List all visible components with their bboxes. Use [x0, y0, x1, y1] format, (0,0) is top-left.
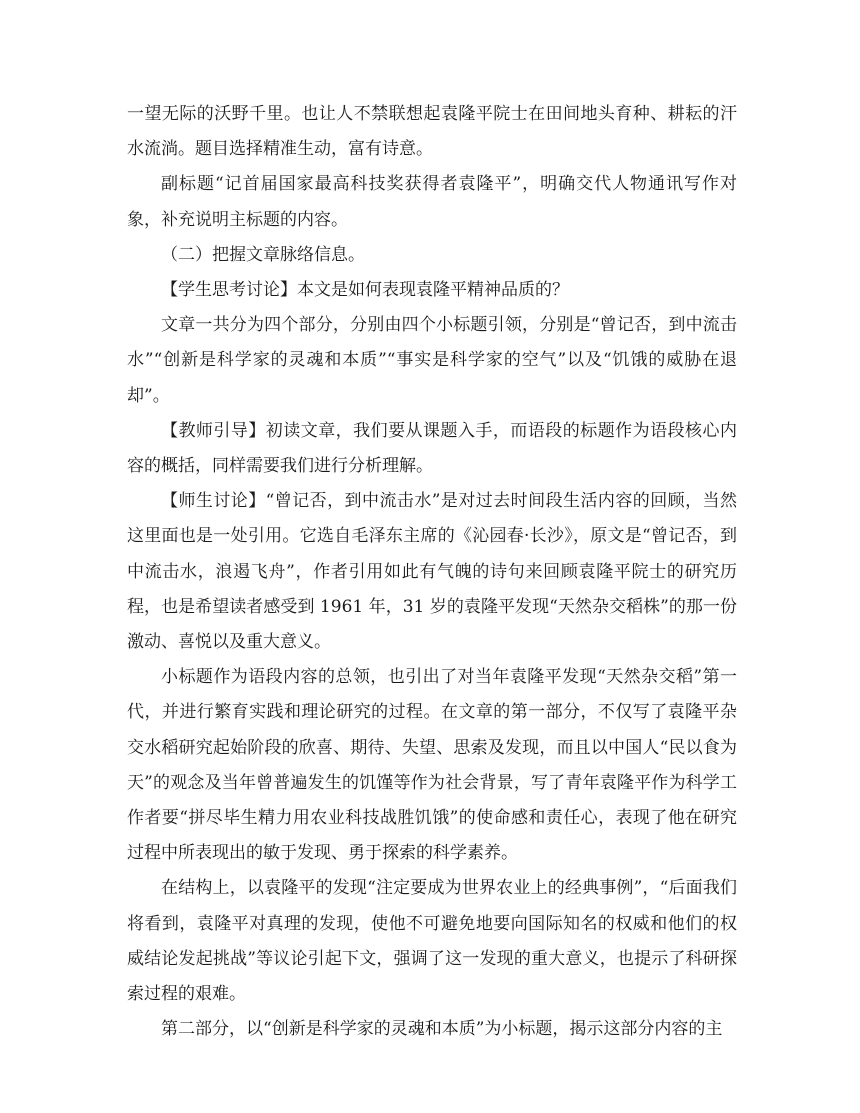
paragraph-8: 小标题作为语段内容的总领，也引出了对当年袁隆平发现“天然杂交稻”第一代，并进行繁育实践和理论研究的过程。在文章的第一部分，不仅写了袁隆平杂交水稻研究起始阶段的欣喜、期待、失望、思索及发现，而且以中国人“民以食为天”的观念及当年曾普遍发生的饥馑等作为社会背景，写了青年袁隆平作为科学工作者要“拼尽毕生精力用农业科技战胜饥饿”的使命感和责任心，表现了他在研究过程中所表现出的敏于发现、勇于探索的科学素养。 — [127, 667, 737, 864]
paragraph-7: 【师生讨论】“曾记否，到中流击水”是对过去时间段生活内容的回顾，当然这里面也是一处引用。它选自毛泽东主席的《沁园春·长沙》，原文是“曾记否，到中流击水，浪遏飞舟”，作者引用如此有气魄的诗句来回顾袁隆平院士的研究历程，也是希望读者感受到 1961 年，31 岁的袁隆平发现“天然杂交稻株”的那一份激动、喜悦以及重大意义。 — [127, 491, 737, 653]
paragraph-6: 【教师引导】初读文章，我们要从课题入手，而语段的标题作为语段核心内容的概括，同样需要我们进行分析理解。 — [127, 420, 737, 477]
paragraph-1: 一望无际的沃野千里。也让人不禁联想起袁隆平院士在田间地头育种、耕耘的汗水流淌。题目选择精准生动，富有诗意。 — [127, 104, 737, 160]
paragraph-3: （二）把握文章脉络信息。 — [161, 244, 365, 265]
paragraph-5: 文章一共分为四个部分，分别由四个小标题引领，分别是“曾记否，到中流击水”“创新是科学家的灵魂和本质”“事实是科学家的空气”以及“饥饿的威胁在退却”。 — [127, 315, 737, 406]
paragraph-4: 【学生思考讨论】本文是如何表现袁隆平精神品质的？ — [161, 280, 569, 301]
paragraph-9: 在结构上，以袁隆平的发现“注定要成为世界农业上的经典事例”，“后面我们将看到，袁隆平对真理的发现，使他不可避免地要向国际知名的权威和他们的权威结论发起挑战”等议论引起下文，强调了这一发现的重大意义，也提示了科研探索过程的艰难。 — [127, 878, 737, 1005]
document-body — [127, 97, 737, 1047]
paragraph-10: 第二部分，以“创新是科学家的灵魂和本质”为小标题，揭示这部分内容的主 — [161, 1019, 723, 1040]
paragraph-2: 副标题“记首届国家最高科技奖获得者袁隆平”，明确交代人物通讯写作对象，补充说明主标题的内容。 — [127, 174, 737, 230]
